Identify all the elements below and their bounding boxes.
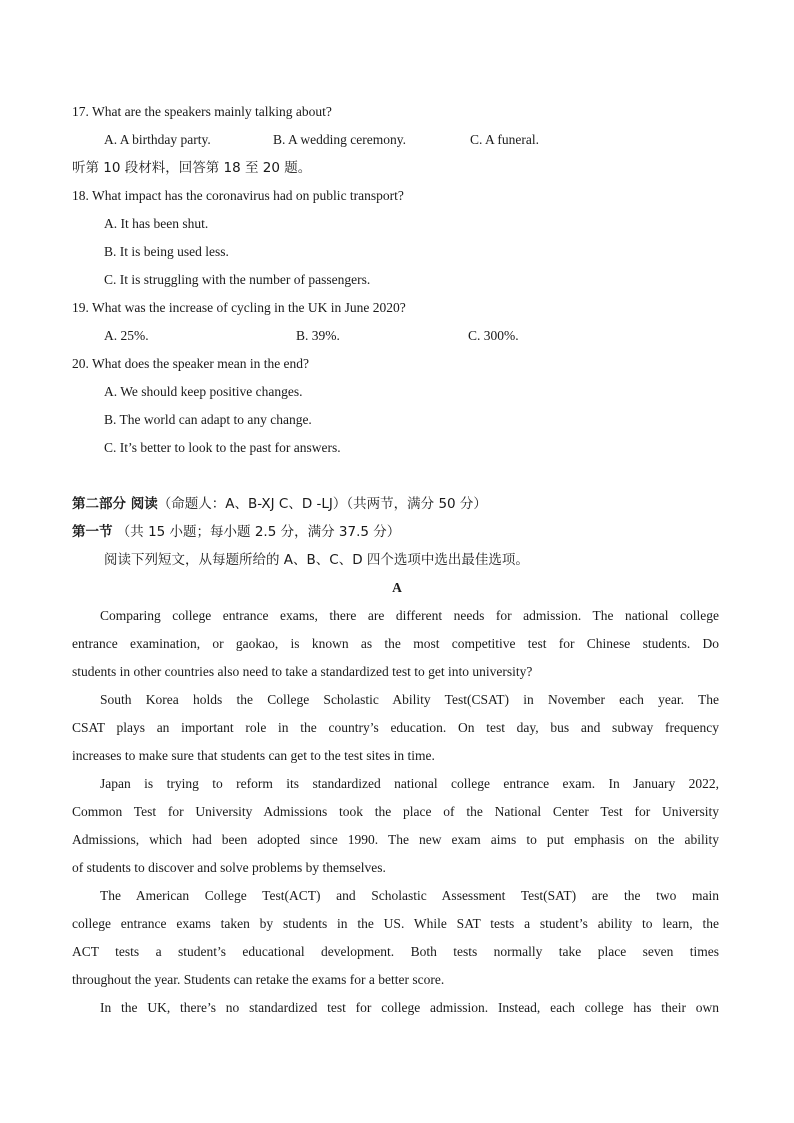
question-20-option-c: C. It’s better to look to the past for answers. bbox=[104, 440, 341, 455]
section-1-heading bbox=[72, 523, 400, 541]
part-2-title: 第二部分 阅读 bbox=[72, 496, 158, 512]
question-19-stem: 19. What was the increase of cycling in the UK in June 2020? bbox=[72, 300, 406, 315]
section-1-details: （共 15 小题；每小题 2.5 分，满分 37.5 分） bbox=[112, 524, 401, 540]
reading-instruction: 阅读下列短文，从每题所给的 A、B、C、D 四个选项中选出最佳选项。 bbox=[104, 552, 529, 568]
question-20-option-a: A. We should keep positive changes. bbox=[104, 384, 303, 399]
paragraph-3-line-2: Common Test for University Admissions took the place of the National Center Test for University bbox=[72, 804, 719, 819]
paragraph-2-line-2: CSAT plays an important role in the country’s education. On test day, bus and subway frequency bbox=[72, 720, 719, 735]
question-17-option-c: C. A funeral. bbox=[470, 132, 539, 147]
part-2-heading bbox=[72, 495, 487, 513]
question-19-option-b: B. 39%. bbox=[296, 328, 340, 343]
part-2-details: （命题人：A、B-XJ C、D -LJ）（共两节，满分 50 分） bbox=[157, 496, 487, 512]
paragraph-1-line-1: Comparing college entrance exams, there are different needs for admission. The national college bbox=[100, 608, 719, 623]
paragraph-3-line-4: of students to discover and solve problems by themselves. bbox=[72, 860, 386, 875]
paragraph-5-line-1: In the UK, there’s no standardized test for college admission. Instead, each college has their own bbox=[100, 1000, 719, 1015]
question-18-option-c: C. It is struggling with the number of passengers. bbox=[104, 272, 371, 287]
question-20-stem: 20. What does the speaker mean in the end? bbox=[72, 356, 310, 371]
question-20-option-b: B. The world can adapt to any change. bbox=[104, 412, 312, 427]
paragraph-3-line-3: Admissions, which had been adopted since 1990. The new exam aims to put emphasis on the ability bbox=[72, 832, 719, 847]
question-19-option-a: A. 25%. bbox=[104, 328, 149, 343]
paragraph-1-line-2: entrance examination, or gaokao, is known as the most competitive test for Chinese students. Do bbox=[72, 636, 719, 651]
listening-instruction-10: 听第 10 段材料，回答第 18 至 20 题。 bbox=[72, 160, 312, 176]
paragraph-4-line-3: ACT tests a student’s educational development. Both tests normally take place seven times bbox=[72, 944, 719, 959]
paragraph-2-line-3: increases to make sure that students can get to the test sites in time. bbox=[72, 748, 435, 763]
paragraph-2-line-1: South Korea holds the College Scholastic Ability Test(CSAT) in November each year. The bbox=[100, 692, 719, 707]
section-1-title: 第一节 bbox=[72, 524, 113, 540]
question-17-stem: 17. What are the speakers mainly talking about? bbox=[72, 104, 332, 119]
paragraph-3-line-1: Japan is trying to reform its standardized national college entrance exam. In January 2022, bbox=[100, 776, 719, 791]
paragraph-4-line-2: college entrance exams taken by students in the US. While SAT tests a student’s ability to learn, the bbox=[72, 916, 719, 931]
question-17-option-b: B. A wedding ceremony. bbox=[273, 132, 406, 147]
question-18-option-a: A. It has been shut. bbox=[104, 216, 209, 231]
question-19-option-c: C. 300%. bbox=[468, 328, 519, 343]
paragraph-4-line-1: The American College Test(ACT) and Scholastic Assessment Test(SAT) are the two main bbox=[100, 888, 719, 903]
question-18-option-b: B. It is being used less. bbox=[104, 244, 229, 259]
paragraph-4-line-4: throughout the year. Students can retake the exams for a better score. bbox=[72, 972, 445, 987]
question-18-stem: 18. What impact has the coronavirus had on public transport? bbox=[72, 188, 404, 203]
question-17-option-a: A. A birthday party. bbox=[104, 132, 211, 147]
paragraph-1-line-3: students in other countries also need to take a standardized test to get into university? bbox=[72, 664, 533, 679]
passage-label: A bbox=[392, 580, 402, 595]
